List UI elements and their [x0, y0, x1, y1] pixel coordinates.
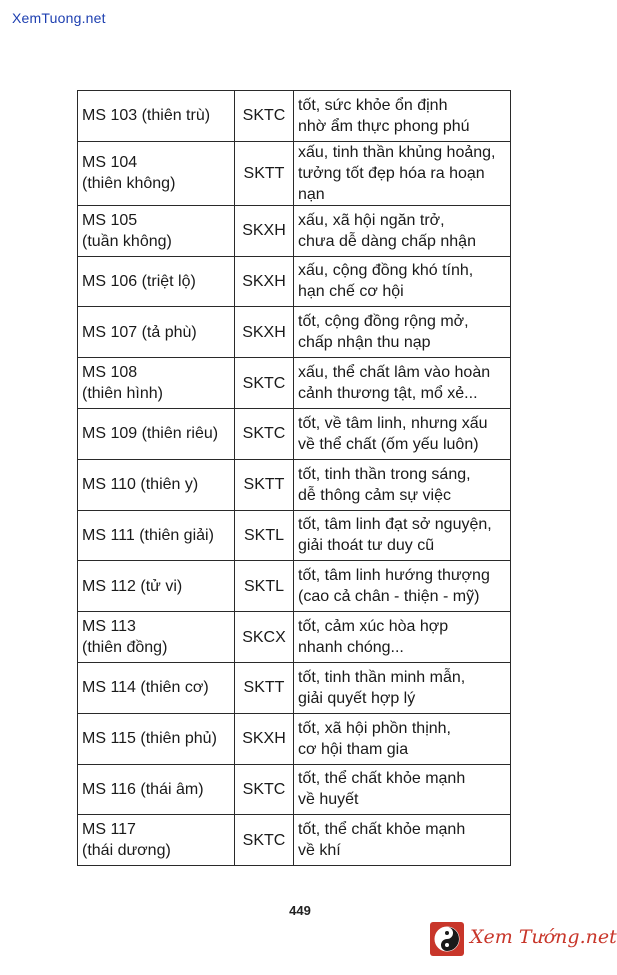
category-code: SKXH [235, 205, 294, 256]
star-name-cell [78, 612, 235, 663]
star-name: MS 104 (thiên không) [82, 154, 176, 193]
table-row [78, 561, 511, 612]
star-name-cell [78, 205, 235, 256]
table-row [78, 713, 511, 764]
star-description: tốt, tâm linh đạt sở nguyện, giải thoát tư duy cũ [294, 510, 511, 561]
table-row [78, 256, 511, 307]
category-code: SKTC [235, 91, 294, 142]
star-description: tốt, tinh thần trong sáng, dễ thông cảm sự việc [294, 459, 511, 510]
star-description: tốt, tâm linh hướng thượng (cao cả chân - thiện - mỹ) [294, 561, 511, 612]
table-row [78, 815, 511, 866]
table-row [78, 459, 511, 510]
star-description: tốt, thể chất khỏe mạnh về khí [294, 815, 511, 866]
star-name: MS 117 (thái dương) [82, 821, 171, 860]
star-name-cell [78, 408, 235, 459]
category-code: SKTT [235, 141, 294, 205]
star-name: MS 112 (tử vi) [82, 577, 183, 595]
category-code: SKTC [235, 358, 294, 409]
star-description: tốt, xã hội phồn thịnh, cơ hội tham gia [294, 713, 511, 764]
star-name: MS 103 (thiên trù) [82, 107, 211, 125]
star-table [77, 90, 511, 866]
category-code: SKTC [235, 764, 294, 815]
star-description: tốt, về tâm linh, nhưng xấu về thể chất (ốm yếu luôn) [294, 408, 511, 459]
star-description: xấu, tinh thần khủng hoảng, tưởng tốt đẹp hóa ra hoạn nạn [294, 141, 511, 205]
star-name: MS 106 (triệt lộ) [82, 272, 196, 290]
table-row [78, 205, 511, 256]
page-number: 449 [289, 903, 311, 918]
site-logo[interactable] [430, 920, 617, 960]
star-description: tốt, sức khỏe ổn định nhờ ẩm thực phong phú [294, 91, 511, 142]
star-name-cell [78, 141, 235, 205]
table-row [78, 307, 511, 358]
category-code: SKCX [235, 612, 294, 663]
star-name: MS 114 (thiên cơ) [82, 679, 209, 697]
star-name-cell [78, 561, 235, 612]
category-code: SKXH [235, 713, 294, 764]
star-name-cell [78, 256, 235, 307]
star-description: tốt, thể chất khỏe mạnh về huyết [294, 764, 511, 815]
star-name: MS 110 (thiên y) [82, 476, 199, 494]
star-name: MS 115 (thiên phủ) [82, 730, 217, 748]
table-row [78, 612, 511, 663]
category-code: SKTL [235, 561, 294, 612]
yin-yang-icon [430, 922, 464, 956]
star-name: MS 105 (tuần không) [82, 211, 172, 250]
star-name: MS 109 (thiên riêu) [82, 425, 219, 443]
table-row [78, 91, 511, 142]
category-code: SKXH [235, 256, 294, 307]
star-description: tốt, cộng đồng rộng mở, chấp nhận thu nạp [294, 307, 511, 358]
site-watermark-top[interactable]: XemTuong.net [12, 10, 106, 26]
category-code: SKTL [235, 510, 294, 561]
star-name: MS 111 (thiên giải) [82, 526, 214, 544]
star-description: tốt, cảm xúc hòa hợp nhanh chóng... [294, 612, 511, 663]
logo-text: Xem Tướng.net [470, 926, 617, 948]
category-code: SKTC [235, 408, 294, 459]
star-description: tốt, tinh thần minh mẫn, giải quyết hợp lý [294, 662, 511, 713]
category-code: SKXH [235, 307, 294, 358]
star-name: MS 108 (thiên hình) [82, 364, 163, 403]
star-description: xấu, cộng đồng khó tính, hạn chế cơ hội [294, 256, 511, 307]
star-name-cell [78, 358, 235, 409]
table-row [78, 510, 511, 561]
star-name-cell [78, 510, 235, 561]
star-description: xấu, xã hội ngăn trở, chưa dễ dàng chấp nhận [294, 205, 511, 256]
star-name-cell [78, 459, 235, 510]
table-row [78, 141, 511, 205]
category-code: SKTC [235, 815, 294, 866]
category-code: SKTT [235, 662, 294, 713]
star-name-cell [78, 713, 235, 764]
star-name-cell [78, 91, 235, 142]
star-name: MS 116 (thái âm) [82, 780, 204, 798]
star-name-cell [78, 307, 235, 358]
star-name: MS 113 (thiên đồng) [82, 618, 168, 657]
star-name-cell [78, 764, 235, 815]
star-name-cell [78, 815, 235, 866]
star-name: MS 107 (tả phù) [82, 323, 197, 341]
star-description: xấu, thể chất lâm vào hoàn cảnh thương tật, mổ xẻ... [294, 358, 511, 409]
table-row [78, 764, 511, 815]
table-row [78, 662, 511, 713]
category-code: SKTT [235, 459, 294, 510]
table-row [78, 358, 511, 409]
table-row [78, 408, 511, 459]
star-name-cell [78, 662, 235, 713]
